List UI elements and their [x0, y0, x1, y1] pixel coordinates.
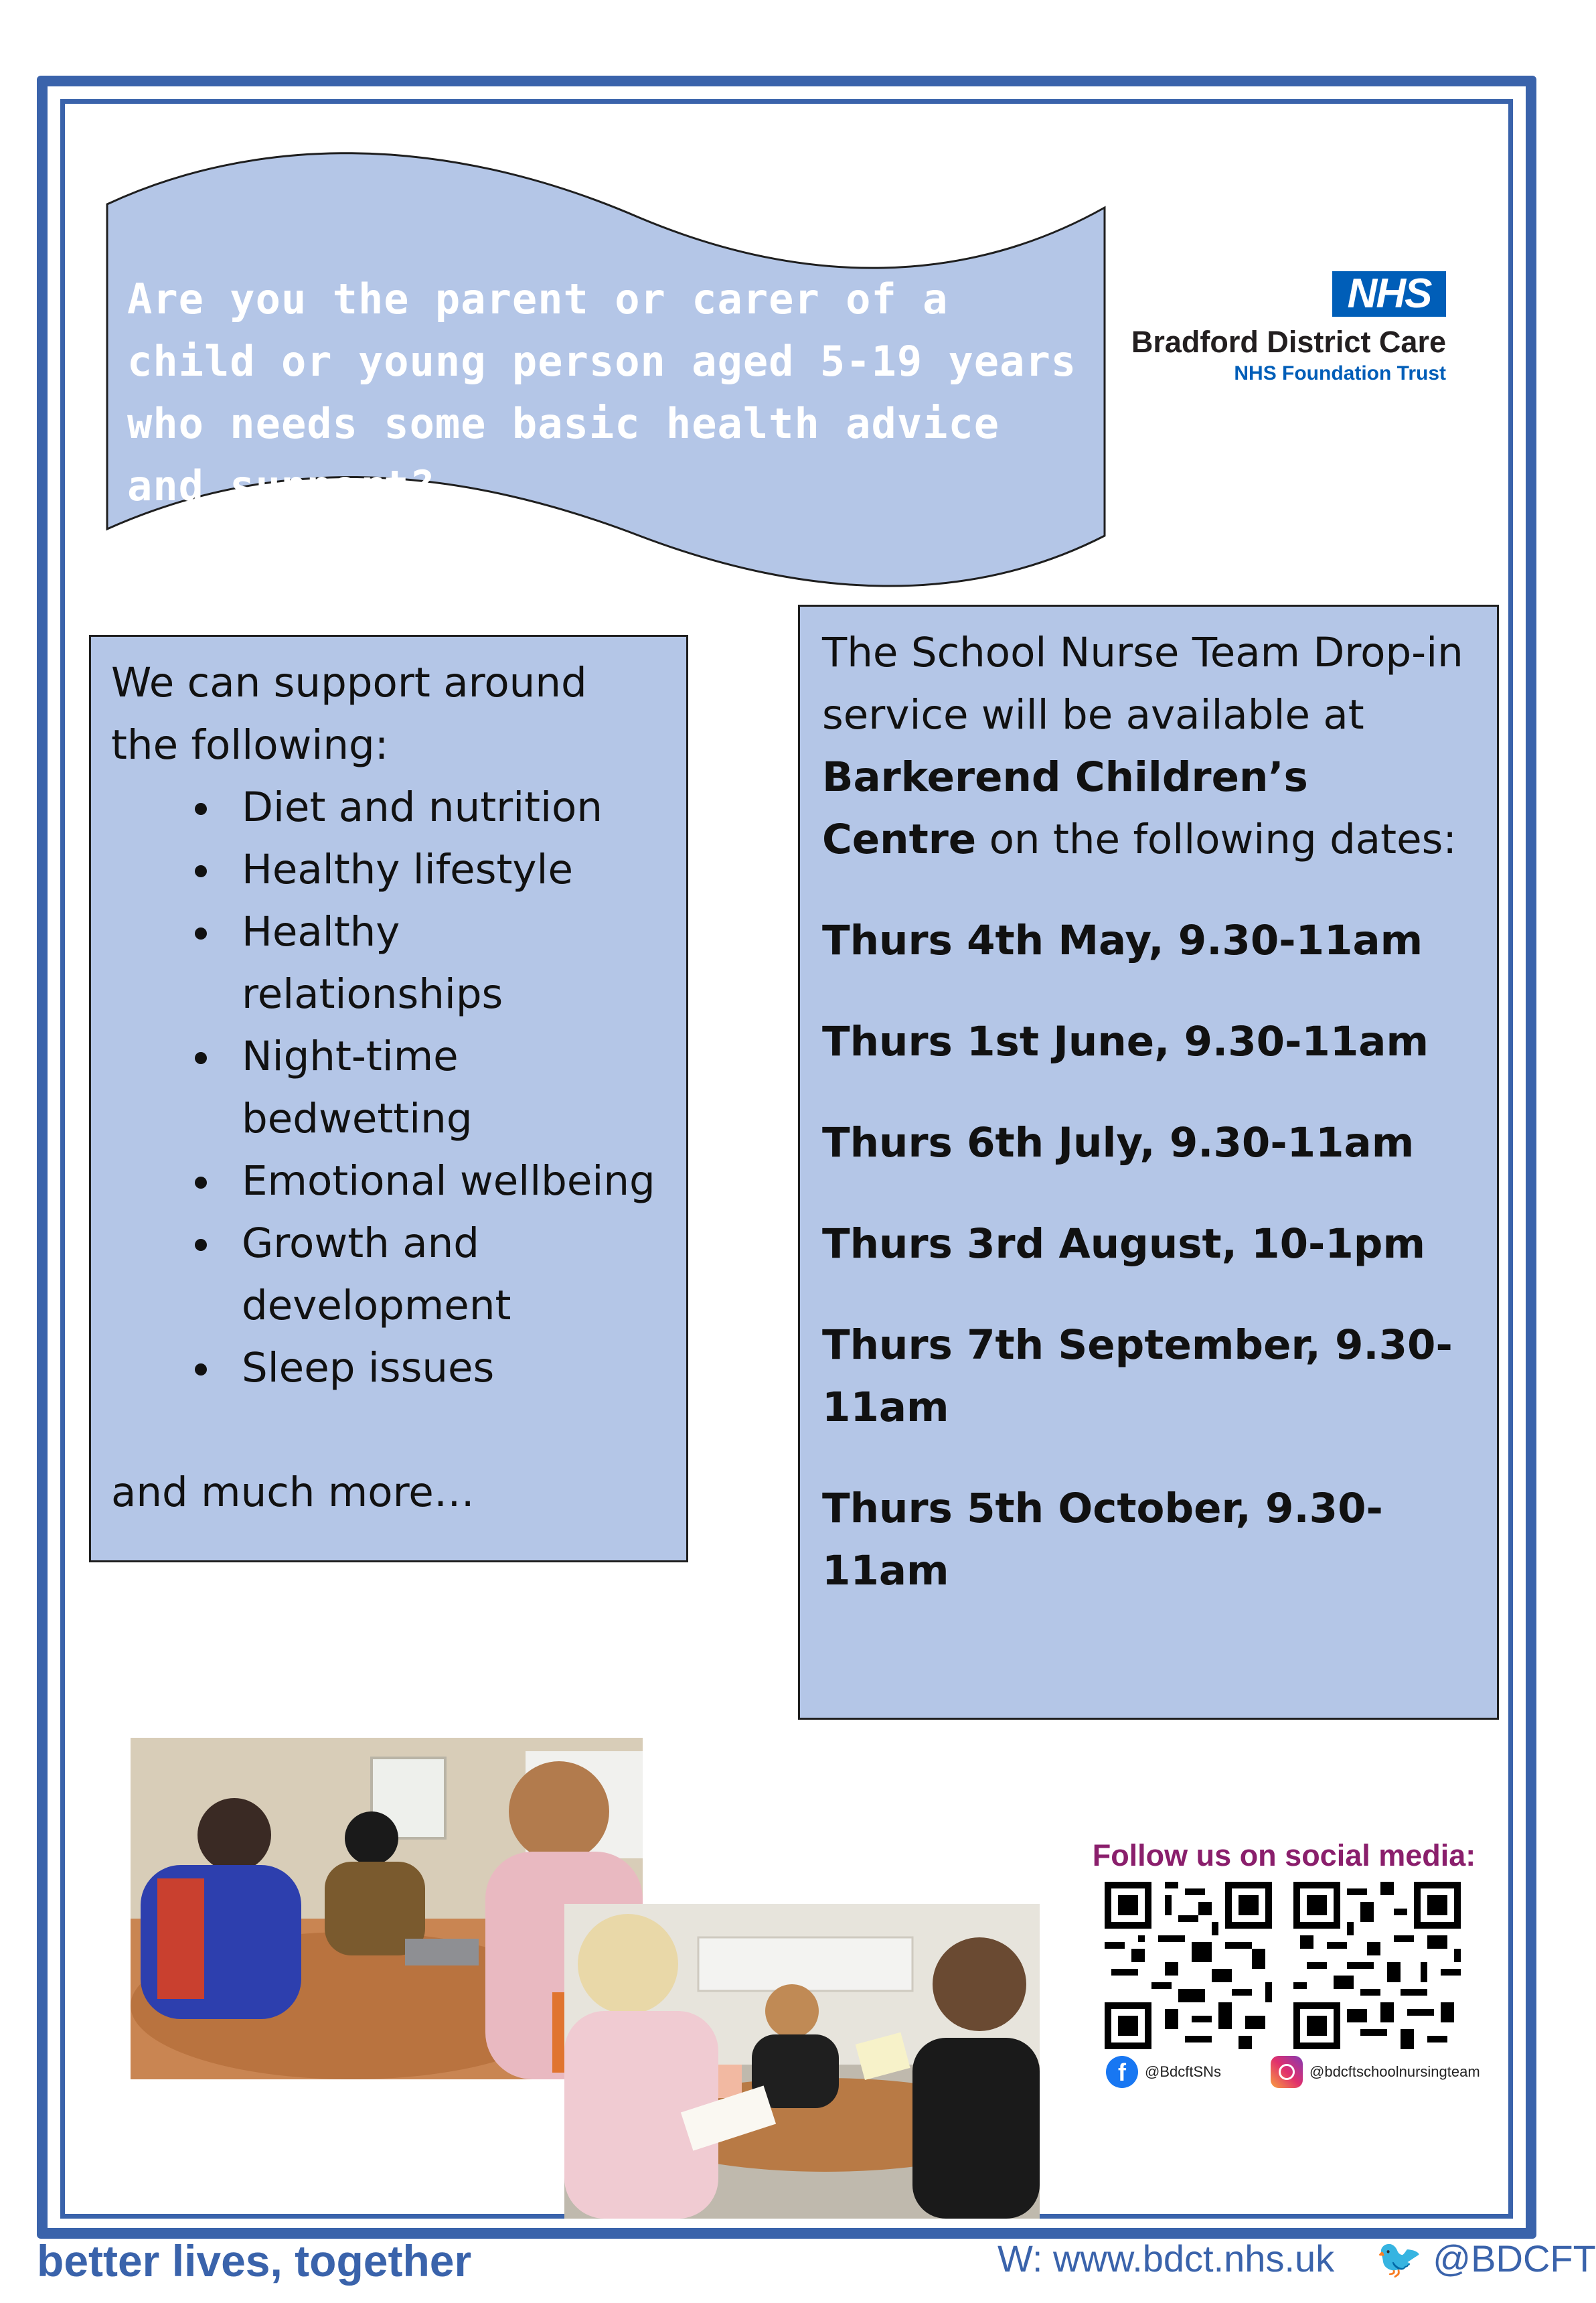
list-item: Diet and nutrition	[242, 776, 666, 838]
dropin-intro: The School Nurse Team Drop-in service will be available at	[822, 629, 1463, 739]
question-banner	[104, 144, 1108, 599]
facebook-icon: f	[1106, 2056, 1138, 2088]
org-subtitle: NHS Foundation Trust	[1234, 362, 1446, 384]
dropin-suffix: on the following dates:	[989, 816, 1457, 863]
list-item: Healthy relationships	[242, 901, 536, 1025]
date-item: Thurs 3rd August, 10-1pm	[822, 1220, 1426, 1268]
list-item: Emotional wellbeing	[242, 1150, 666, 1212]
instagram-icon	[1271, 2056, 1303, 2088]
facebook-qr-code[interactable]	[1105, 1882, 1272, 2049]
footer-slogan: better lives, together	[37, 2236, 472, 2286]
date-item: Thurs 4th May, 9.30-11am	[822, 917, 1423, 964]
support-intro: We can support around the following:	[111, 659, 587, 769]
org-name: Bradford District Care	[1131, 325, 1446, 359]
nhs-logo	[1111, 271, 1446, 392]
list-item: Healthy lifestyle	[242, 838, 666, 901]
footer-twitter-text: @BDCFT	[1433, 2237, 1596, 2280]
date-item: Thurs 7th September, 9.30-11am	[822, 1321, 1453, 1431]
social-title: Follow us on social media:	[1092, 1838, 1476, 1872]
support-list	[111, 776, 666, 1399]
list-item: Night-time bedwetting	[242, 1025, 536, 1150]
dropin-box	[798, 605, 1499, 1720]
facebook-handle[interactable]	[1106, 2056, 1221, 2088]
venue-name: Barkerend Children’s Centre	[822, 753, 1308, 863]
list-item: Sleep issues	[242, 1337, 666, 1399]
date-list	[822, 909, 1475, 1602]
support-box	[89, 635, 688, 1562]
banner-question: Are you the parent or carer of a child or young person aged 5-19 years who needs some basic health advice and support?	[127, 275, 1077, 510]
footer-twitter[interactable]	[1376, 2237, 1596, 2281]
date-item: Thurs 5th October, 9.30-11am	[822, 1485, 1383, 1594]
support-outro: and much more…	[111, 1469, 475, 1516]
instagram-qr-code[interactable]	[1293, 1882, 1461, 2049]
date-item: Thurs 1st June, 9.30-11am	[822, 1018, 1429, 1065]
date-item: Thurs 6th July, 9.30-11am	[822, 1119, 1415, 1167]
instagram-handle-text: @bdcftschoolnursingteam	[1309, 2063, 1480, 2080]
instagram-handle[interactable]	[1271, 2056, 1480, 2088]
nhs-badge: NHS	[1332, 271, 1446, 317]
nurse-consultation-photo	[564, 1904, 1040, 2219]
footer-website[interactable]: W: www.bdct.nhs.uk	[998, 2237, 1335, 2280]
list-item: Growth and development	[242, 1212, 536, 1337]
facebook-handle-text: @BdcftSNs	[1145, 2063, 1222, 2080]
twitter-icon: 🐦	[1376, 2237, 1423, 2280]
